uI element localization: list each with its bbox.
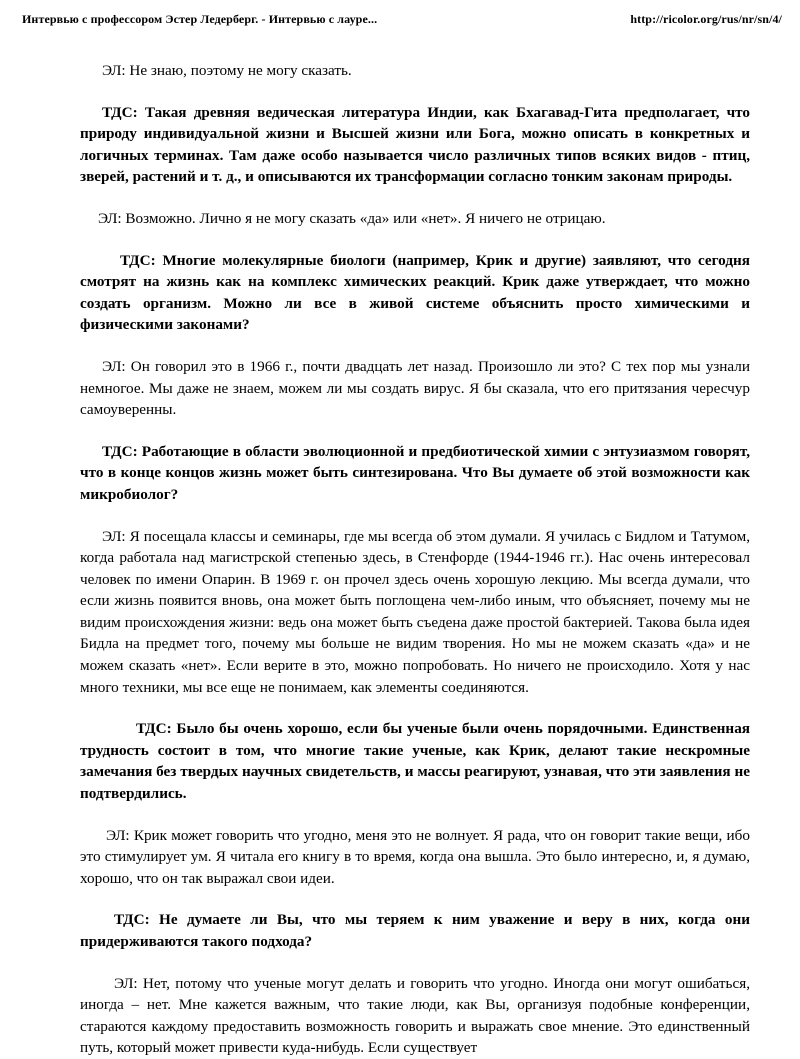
page-url[interactable]: http://ricolor.org/rus/nr/sn/4/ [630, 12, 782, 26]
question-paragraph: ТДС: Такая древняя ведическая литература Индии, как Бхагавад-Гита предполагает, что природу индивидуальной жизни и Высшей жизни или Бога, можно описать в конкретных и логичных терминах. Там даже особо называется число различных типов всяких видов - птиц, зверей, растений и т. д., и описываются их трансформации согласно тонким законам природы. [80, 103, 750, 186]
question-paragraph: ТДС: Многие молекулярные биологи (например, Крик и другие) заявляют, что сегодня смотрят на жизнь как на комплекс химических реакций. Крик даже утверждает, что можно создать организм. Можно ли все в живой системе объяснить просто химическими и физическими законами? [80, 251, 750, 334]
question-paragraph: ТДС: Не думаете ли Вы, что мы теряем к ним уважение и веру в них, когда они придерживаются такого подхода? [80, 911, 750, 950]
interview-body [80, 60, 750, 1059]
question-paragraph: ТДС: Было бы очень хорошо, если бы ученые были очень порядочными. Единственная трудность состоит в том, что многие такие ученые, как Крик, делают такие нескромные замечания без твердых научных свидетельств, и массы реагируют, узнавая, что эти заявления не подтвердились. [80, 720, 750, 803]
answer-paragraph: ЭЛ: Я посещала классы и семинары, где мы всегда об этом думали. Я училась с Бидлом и Татумом, когда работала над магистрской степенью здесь, в Стенфорде (1944-1946 гг.). Нас очень интересовал человек по имени Опарин. В 1969 г. он прочел здесь очень хорошую лекцию. Мы всегда думали, что если жизнь появится вновь, она может быть поглощена чем-либо иным, что объясняет, почему мы не видим происхождения жизни: ведь она может быть съедена даже простой бактерией. Такова была идея Бидла на предмет того, почему мы больше не видим творения. Но мы не можем сказать «да» и не можем сказать «нет». Если верите в это, можно попробовать. Но ничего не происходило. Хотя у нас много техники, мы все еще не понимаем, как элементы соединяются. [80, 527, 750, 696]
page-header [22, 12, 782, 32]
answer-paragraph: ЭЛ: Возможно. Лично я не могу сказать «да» или «нет». Я ничего не отрицаю. [98, 209, 606, 227]
answer-paragraph: ЭЛ: Он говорил это в 1966 г., почти двадцать лет назад. Произошло ли это? С тех пор мы узнали немногое. Мы даже не знаем, можем ли мы создать вирус. Я бы сказала, что его притязания чересчур самоуверенны. [80, 357, 750, 419]
page-title: Интервью с профессором Эстер Ледерберг. - Интервью с лауре... [22, 12, 378, 26]
answer-paragraph: ЭЛ: Нет, потому что ученые могут делать и говорить что угодно. Иногда они могут ошибаться, иногда – нет. Мне кажется важным, что такие люди, как Вы, организуя подобные конференции, стараются каждому предоставить возможность говорить и выражать свое мнение. Это единственный путь, который может привести куда-нибудь. Если существует [80, 974, 750, 1057]
answer-paragraph: ЭЛ: Не знаю, поэтому не могу сказать. [102, 62, 352, 79]
answer-paragraph: ЭЛ: Крик может говорить что угодно, меня это не волнует. Я рада, что он говорит такие вещи, ибо это стимулирует ум. Я читала его книгу в то время, когда она вышла. Это было интересно, и, я думаю, хорошо, что он так выражал свои идеи. [80, 826, 750, 887]
question-paragraph: ТДС: Работающие в области эволюционной и предбиотической химии с энтузиазмом говорят, что в конце концов жизнь может быть синтезирована. Что Вы думаете об этой возможности как микробиолог? [80, 442, 750, 503]
